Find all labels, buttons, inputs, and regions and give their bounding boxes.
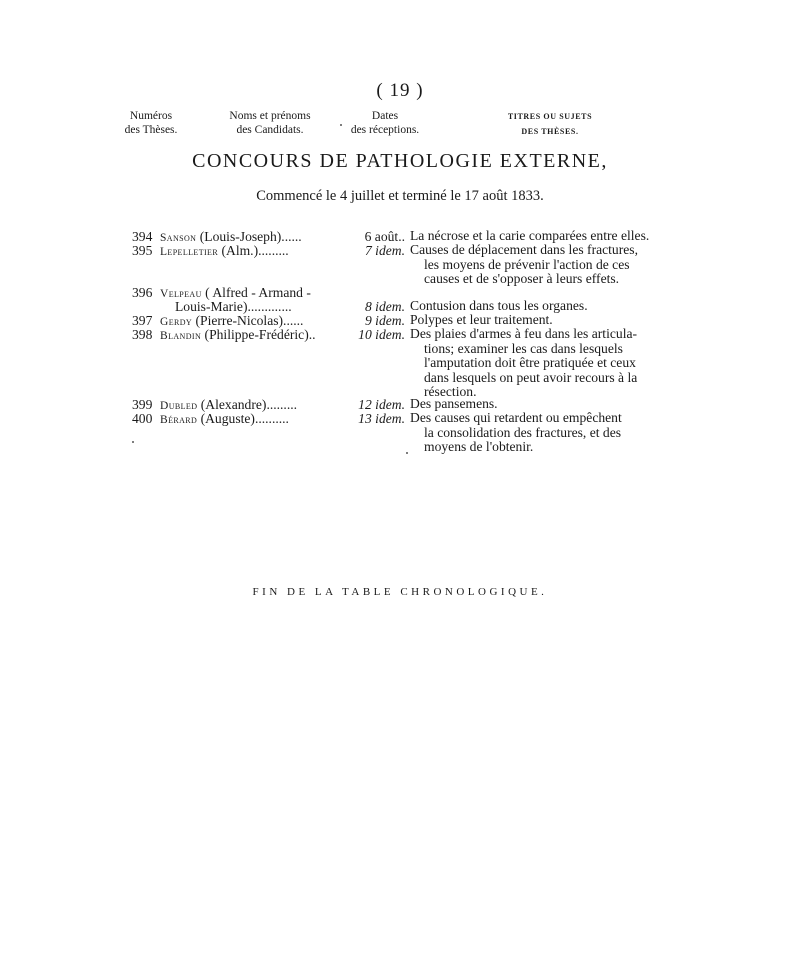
candidate-surname: Lepelletier xyxy=(160,246,219,258)
candidate-firstnames: (Alexandre)......... xyxy=(197,397,298,412)
thesis-subject-line: Contusion dans tous les organes. xyxy=(410,298,588,313)
reception-date: 9 idem. xyxy=(364,313,405,328)
candidate-name xyxy=(160,243,289,259)
column-header-dates-line1: Dates xyxy=(371,110,399,122)
thesis-subject xyxy=(410,243,668,287)
thesis-subject xyxy=(410,411,668,455)
thesis-subject-line: tions; examiner les cas dans lesquels xyxy=(424,340,623,356)
page-number: ( 19 ) xyxy=(376,80,424,101)
thesis-subject-line: Des pansemens. xyxy=(410,396,498,411)
column-header-numbers-line2: des Thèses. xyxy=(124,124,178,136)
thesis-number: 394 xyxy=(132,229,153,244)
ink-speck xyxy=(132,441,134,443)
thesis-number: 397 xyxy=(132,313,153,328)
candidate-name-continued: Louis-Marie)............. xyxy=(175,299,292,314)
column-header-numbers xyxy=(112,109,190,137)
candidate-firstnames: (Alm.)......... xyxy=(218,243,289,258)
reception-date: 10 idem. xyxy=(358,327,405,342)
column-header-numbers-line1: Numéros xyxy=(129,110,173,122)
candidate-surname: Velpeau xyxy=(160,288,202,300)
section-title: CONCOURS DE PATHOLOGIE EXTERNE, xyxy=(192,150,608,172)
candidate-surname: Sanson xyxy=(160,232,197,244)
reception-date: 6 août.. xyxy=(364,229,405,244)
thesis-subject-line: la consolidation des fractures, et des xyxy=(424,424,622,440)
column-header-subjects xyxy=(485,109,615,139)
candidate-firstnames: (Pierre-Nicolas)...... xyxy=(192,313,304,328)
thesis-subject-line: causes et de s'opposer à leurs effets. xyxy=(424,271,620,286)
thesis-subject-line: Des causes qui retardent ou empêchent xyxy=(410,410,622,425)
thesis-subject-line: moyens de l'obtenir. xyxy=(424,439,534,454)
reception-date: 7 idem. xyxy=(364,243,405,258)
ink-speck xyxy=(340,124,342,126)
candidate-surname: Bérard xyxy=(160,414,198,426)
candidate-firstnames: ( Alfred - Armand - xyxy=(201,285,311,300)
reception-date: 8 idem. xyxy=(364,299,405,314)
candidate-surname: Blandin xyxy=(160,330,202,342)
column-header-subjects-line1: TITRES OU SUJETS xyxy=(507,112,593,121)
thesis-number: 399 xyxy=(132,397,153,412)
candidate-name xyxy=(160,411,289,427)
thesis-subject-line: dans lesquels on peut avoir recours à la xyxy=(424,369,638,385)
column-header-names-line1: Noms et prénoms xyxy=(229,110,311,122)
thesis-number: 398 xyxy=(132,327,153,342)
ink-speck xyxy=(406,452,408,454)
candidate-name xyxy=(160,327,316,343)
thesis-number: 395 xyxy=(132,243,153,258)
thesis-number: 400 xyxy=(132,411,153,426)
thesis-number: 396 xyxy=(132,285,153,300)
candidate-firstnames: (Philippe-Frédéric).. xyxy=(201,327,316,342)
thesis-subject-line: l'amputation doit être pratiquée et ceux xyxy=(424,355,636,370)
thesis-subject-line: Polypes et leur traitement. xyxy=(410,312,553,327)
column-header-dates-line2: des réceptions. xyxy=(350,124,420,136)
candidate-surname: Gerdy xyxy=(160,316,193,328)
thesis-subject-line: les moyens de prévenir l'action de ces xyxy=(424,256,630,272)
end-of-table-footer: FIN DE LA TABLE CHRONOLOGIQUE. xyxy=(252,586,548,598)
column-header-dates xyxy=(330,109,440,137)
thesis-subject-line: Des plaies d'armes à feu dans les articula- xyxy=(410,326,638,341)
thesis-subject-line: La nécrose et la carie comparées entre elles. xyxy=(410,228,650,243)
reception-date: 12 idem. xyxy=(358,397,405,412)
column-header-subjects-line2: DES THÈSES. xyxy=(521,127,579,136)
candidate-firstnames: (Louis-Joseph)...... xyxy=(196,229,302,244)
column-header-names xyxy=(215,109,325,137)
column-header-names-line2: des Candidats. xyxy=(236,124,304,136)
thesis-subject-line: Causes de déplacement dans les fractures, xyxy=(410,242,638,257)
thesis-subject-line: résection. xyxy=(424,384,477,399)
section-subtitle: Commencé le 4 juillet et terminé le 17 août 1833. xyxy=(256,188,544,204)
thesis-subject xyxy=(410,327,668,400)
reception-date: 13 idem. xyxy=(358,411,405,426)
candidate-surname: Dubled xyxy=(160,400,198,412)
candidate-firstnames: (Auguste).......... xyxy=(197,411,289,426)
